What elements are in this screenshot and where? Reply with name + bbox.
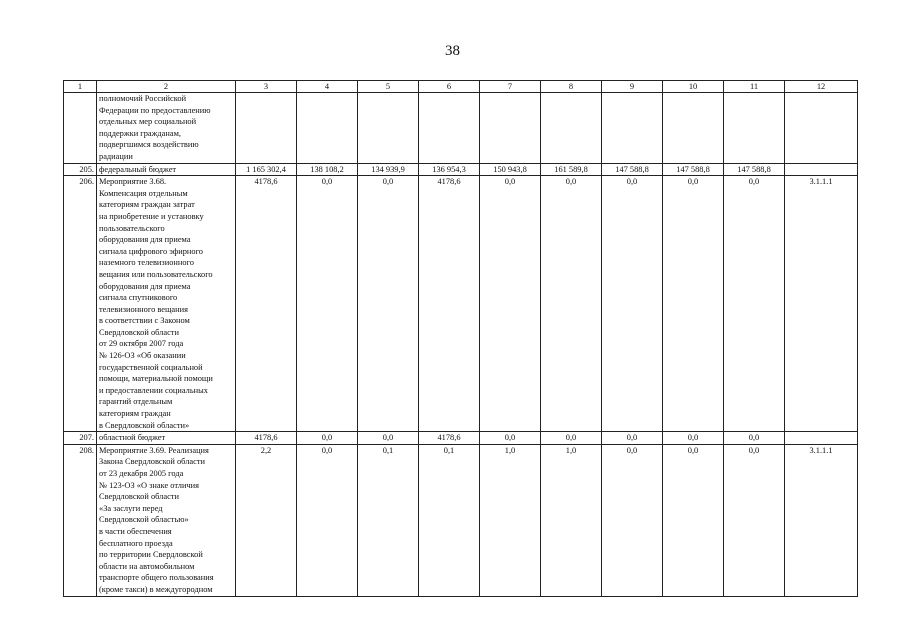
cell-col-5: 0,0 [358, 432, 419, 445]
cell-col-8: 0,0 [541, 176, 602, 432]
description-line: Компенсация отдельным [99, 188, 188, 198]
cell-col-4: 138 108,2 [297, 163, 358, 176]
row-description [97, 93, 236, 164]
cell-col-6: 4178,6 [419, 432, 480, 445]
cell-col-10: 0,0 [663, 432, 724, 445]
column-header-2: 2 [97, 81, 236, 93]
row-index [64, 93, 97, 164]
cell-col-11 [724, 93, 785, 164]
row-description [97, 176, 236, 432]
cell-col-3 [236, 93, 297, 164]
cell-col-10 [663, 93, 724, 164]
description-line: наземного телевизионного [99, 258, 194, 268]
description-line: Свердловской области [99, 492, 179, 502]
description-line: пользовательского [99, 223, 165, 233]
description-line: № 126-ОЗ «Об оказании [99, 351, 186, 361]
cell-col-7: 0,0 [480, 432, 541, 445]
table-body [64, 81, 858, 597]
cell-col-9 [602, 93, 663, 164]
cell-col-5: 0,0 [358, 176, 419, 432]
description-line: бесплатного проезда [99, 538, 173, 548]
description-line: и предоставлении социальных [99, 385, 208, 395]
cell-col-8: 0,0 [541, 432, 602, 445]
description-line: радиации [99, 151, 133, 161]
cell-col-6: 136 954,3 [419, 163, 480, 176]
cell-col-12 [785, 93, 858, 164]
cell-col-12 [785, 432, 858, 445]
cell-col-8 [541, 93, 602, 164]
cell-col-8: 161 589,8 [541, 163, 602, 176]
description-line: гарантий отдельным [99, 397, 173, 407]
row-index: 208. [64, 444, 97, 596]
cell-col-9: 0,0 [602, 444, 663, 596]
row-index: 206. [64, 176, 97, 432]
cell-col-11: 0,0 [724, 444, 785, 596]
column-header-5: 5 [358, 81, 419, 93]
column-header-10: 10 [663, 81, 724, 93]
column-header-4: 4 [297, 81, 358, 93]
description-line: Свердловской областью» [99, 515, 189, 525]
description-line: в соответствии с Законом [99, 316, 190, 326]
description-line: сигнала цифрового эфирного [99, 246, 203, 256]
description-line: государственной социальной [99, 362, 203, 372]
description-line: отдельных мер социальной [99, 117, 197, 127]
cell-col-12 [785, 163, 858, 176]
row-index: 207. [64, 432, 97, 445]
cell-col-9: 0,0 [602, 432, 663, 445]
table-row [64, 93, 858, 164]
cell-col-7: 0,0 [480, 176, 541, 432]
description-line: Закона Свердловской области [99, 457, 205, 467]
table-row [64, 432, 858, 445]
cell-col-6 [419, 93, 480, 164]
description-line: области на автомобильном [99, 561, 195, 571]
description-line: оборудования для приема [99, 281, 191, 291]
row-index: 205. [64, 163, 97, 176]
row-description [97, 432, 236, 445]
cell-col-7: 150 943,8 [480, 163, 541, 176]
budget-table [63, 80, 858, 597]
cell-col-3: 4178,6 [236, 432, 297, 445]
cell-col-4 [297, 93, 358, 164]
table-row [64, 163, 858, 176]
description-line: № 123-ОЗ «О знаке отличия [99, 480, 200, 490]
description-line: (кроме такси) в междугородном [99, 584, 213, 594]
description-line: помощи, материальной помощи [99, 374, 213, 384]
description-line: Свердловской области [99, 327, 179, 337]
column-header-1: 1 [64, 81, 97, 93]
column-header-11: 11 [724, 81, 785, 93]
cell-col-11: 147 588,8 [724, 163, 785, 176]
cell-col-4: 0,0 [297, 176, 358, 432]
cell-col-10: 0,0 [663, 444, 724, 596]
cell-col-6: 4178,6 [419, 176, 480, 432]
column-header-9: 9 [602, 81, 663, 93]
description-line: «За заслуги перед [99, 503, 163, 513]
cell-col-10: 0,0 [663, 176, 724, 432]
cell-col-4: 0,0 [297, 432, 358, 445]
cell-col-6: 0,1 [419, 444, 480, 596]
row-description [97, 444, 236, 596]
description-line: транспорте общего пользования [99, 573, 214, 583]
description-line: телевизионного вещания [99, 304, 188, 314]
description-line: Мероприятие 3.69. Реализация [99, 445, 209, 455]
page-number: 38 [445, 43, 460, 59]
description-line: подвергшимся воздействию [99, 140, 199, 150]
description-line: областной бюджет [99, 433, 166, 443]
cell-col-8: 1,0 [541, 444, 602, 596]
description-line: в части обеспечения [99, 526, 172, 536]
cell-col-5: 134 939,9 [358, 163, 419, 176]
description-line: оборудования для приема [99, 235, 191, 245]
description-line: от 23 декабря 2005 года [99, 469, 184, 478]
table-row [64, 176, 858, 432]
column-header-6: 6 [419, 81, 480, 93]
cell-col-9: 147 588,8 [602, 163, 663, 176]
description-line: по территории Свердловской [99, 550, 203, 560]
header-row [64, 81, 858, 93]
cell-col-11: 0,0 [724, 432, 785, 445]
description-line: поддержки гражданам, [99, 128, 181, 138]
description-line: на приобретение и установку [99, 211, 204, 221]
column-header-7: 7 [480, 81, 541, 93]
cell-col-12: 3.1.1.1 [785, 444, 858, 596]
cell-col-7: 1,0 [480, 444, 541, 596]
column-header-12: 12 [785, 81, 858, 93]
description-line: сигнала спутникового [99, 293, 178, 303]
cell-col-10: 147 588,8 [663, 163, 724, 176]
cell-col-5 [358, 93, 419, 164]
cell-col-5: 0,1 [358, 444, 419, 596]
description-line: полномочий Российской [99, 94, 187, 103]
description-line: вещания или пользовательского [99, 269, 213, 279]
description-line: Федерации по предоставлению [99, 105, 211, 115]
column-header-3: 3 [236, 81, 297, 93]
description-line: федеральный бюджет [99, 164, 177, 174]
description-line: в Свердловской области» [99, 420, 190, 430]
description-line: категориям граждан затрат [99, 200, 195, 210]
cell-col-3: 4178,6 [236, 176, 297, 432]
cell-col-3: 2,2 [236, 444, 297, 596]
cell-col-4: 0,0 [297, 444, 358, 596]
cell-col-7 [480, 93, 541, 164]
description-line: категориям граждан [99, 409, 171, 419]
description-line: Мероприятие 3.68. [99, 177, 167, 187]
row-description [97, 163, 236, 176]
column-header-8: 8 [541, 81, 602, 93]
cell-col-11: 0,0 [724, 176, 785, 432]
description-line: от 29 октября 2007 года [99, 339, 184, 349]
cell-col-9: 0,0 [602, 176, 663, 432]
cell-col-12: 3.1.1.1 [785, 176, 858, 432]
cell-col-3: 1 165 302,4 [236, 163, 297, 176]
table-row [64, 444, 858, 596]
